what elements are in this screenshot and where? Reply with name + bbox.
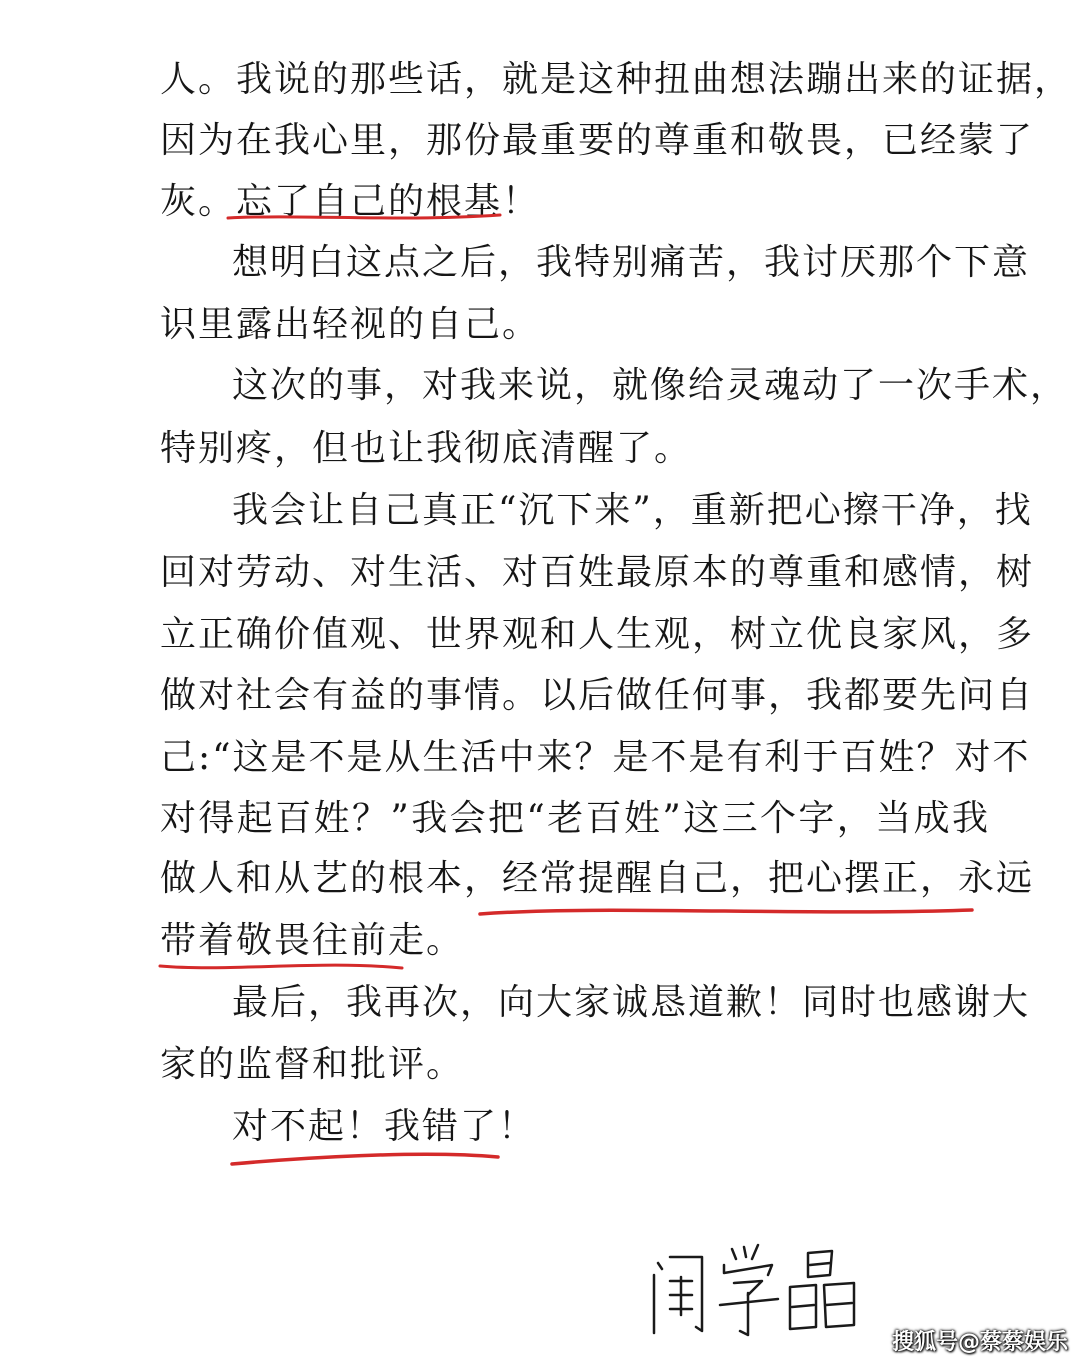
- handwritten-signature: [640, 1235, 880, 1345]
- letter-line: 己:“这是不是从生活中来？是不是有利于百姓？对不: [160, 737, 1031, 778]
- letter-line: 家的监督和批评。: [160, 1044, 465, 1085]
- letter-line: 特别疼，但也让我彻底清醒了。: [160, 428, 693, 469]
- letter-line: 识里露出轻视的自己。: [160, 304, 541, 345]
- letter-line: 最后，我再次，向大家诚恳道歉！同时也感谢大: [232, 982, 1031, 1023]
- letter-line: 做对社会有益的事情。以后做任何事，我都要先问自: [160, 675, 1035, 716]
- underline-reverence: [160, 965, 402, 968]
- letter-line: 灰。忘了自己的根基！: [160, 181, 541, 222]
- letter-line: 做人和从艺的根本，经常提醒自己，把心摆正，永远: [160, 858, 1035, 899]
- underline-apology: [232, 1154, 498, 1164]
- letter-line: 想明白这点之后，我特别痛苦，我讨厌那个下意: [232, 242, 1031, 283]
- letter-line: 因为在我心里，那份最重要的尊重和敬畏，已经蒙了: [160, 120, 1035, 161]
- letter-line: 回对劳动、对生活、对百姓最原本的尊重和感情，树: [160, 552, 1035, 593]
- letter-line: 我会让自己真正“沉下来”，重新把心擦干净，找: [232, 490, 1033, 531]
- letter-line: 立正确价值观、世界观和人生观，树立优良家风，多: [160, 614, 1035, 655]
- letter-line: 这次的事，对我来说，就像给灵魂动了一次手术，: [232, 365, 1069, 406]
- letter-line: 对得起百姓？”我会把“老百姓”这三个字，当成我: [160, 798, 990, 839]
- watermark-text: 搜狐号@蔡蔡娱乐: [891, 1330, 1068, 1355]
- letter-line: 带着敬畏往前走。: [160, 920, 465, 961]
- letter-line: 人。我说的那些话，就是这种扭曲想法蹦出来的证据，: [160, 59, 1073, 100]
- closing-line: 对不起！我错了！: [232, 1106, 537, 1147]
- underline-reminder: [480, 910, 972, 914]
